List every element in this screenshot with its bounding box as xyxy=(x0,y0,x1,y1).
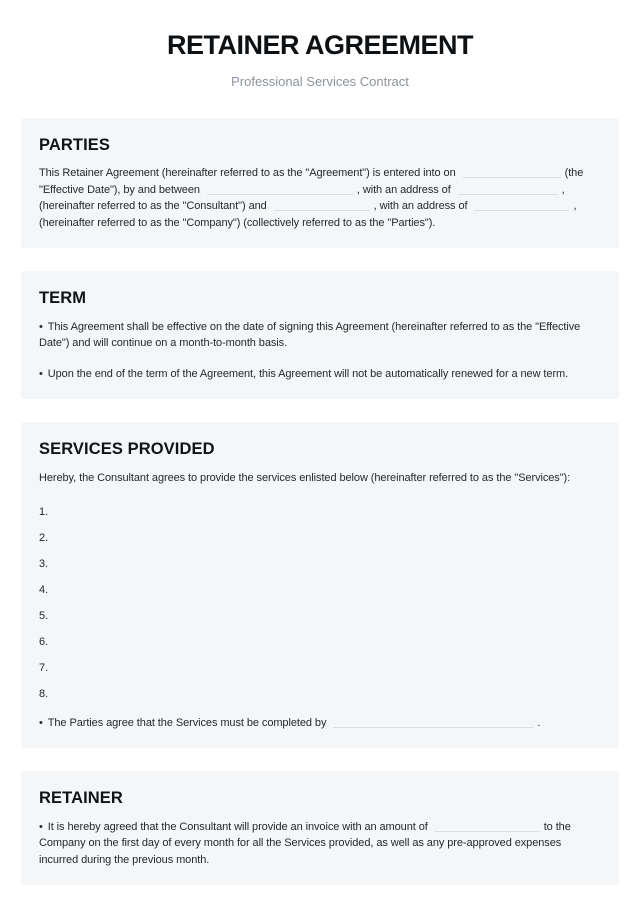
service-number: 8. xyxy=(39,688,49,701)
blank-field[interactable] xyxy=(333,715,533,728)
blank-field[interactable] xyxy=(458,182,558,195)
text-segment: The Parties agree that the Services must be completed by xyxy=(47,716,327,729)
paragraph xyxy=(39,165,602,231)
service-line[interactable] xyxy=(39,547,602,573)
bullet-paragraph xyxy=(39,819,602,869)
service-number: 7. xyxy=(39,662,49,675)
text-segment: , (hereinafter referred to as the "Company") (collectively referred to as the "Parties"). xyxy=(39,200,577,229)
text-segment: It is hereby agreed that the Consultant will provide an invoice with an amount of xyxy=(47,820,428,833)
blank-field[interactable] xyxy=(474,198,569,211)
blank-field[interactable] xyxy=(274,198,370,211)
bullet-icon: • xyxy=(39,820,46,833)
text-segment: Upon the end of the term of the Agreement, this Agreement will not be automatically renewed for a new term. xyxy=(47,367,569,380)
service-line[interactable] xyxy=(39,677,602,703)
text-segment: , with an address of xyxy=(373,200,468,213)
text-segment: (the "Effective Date"), by and between xyxy=(39,167,584,196)
section-services xyxy=(21,422,619,748)
service-number: 2. xyxy=(39,532,49,545)
section-parties xyxy=(21,118,619,249)
bullet-icon: • xyxy=(39,367,46,380)
service-line[interactable] xyxy=(39,625,602,651)
section-heading-term: TERM xyxy=(39,289,87,308)
text-segment: , with an address of xyxy=(356,183,451,196)
paragraph xyxy=(39,470,602,487)
service-number: 3. xyxy=(39,558,49,571)
service-number: 6. xyxy=(39,636,49,649)
text-segment: to the Company on the first day of every month for all the Services provided, as well as any pre-approved expenses incurred during the previous month. xyxy=(39,820,571,866)
blank-field[interactable] xyxy=(435,819,540,832)
bullet-icon: • xyxy=(39,716,46,729)
blank-field[interactable] xyxy=(463,165,561,178)
service-number: 5. xyxy=(39,610,49,623)
text-segment: This Retainer Agreement (hereinafter referred to as the "Agreement") is entered into on xyxy=(39,167,456,180)
text-segment: Hereby, the Consultant agrees to provide the services enlisted below (hereinafter referred to as the "Services"): xyxy=(39,472,571,485)
text-segment: This Agreement shall be effective on the date of signing this Agreement (hereinafter referred to as the "Effective Date") and will continue on a month-to-month basis. xyxy=(39,320,581,350)
document-header xyxy=(0,0,640,90)
section-heading-services: SERVICES PROVIDED xyxy=(39,440,215,459)
text-segment: , (hereinafter referred to as the "Consultant") and xyxy=(39,183,565,213)
bullet-paragraph xyxy=(39,366,602,383)
services-list xyxy=(39,495,602,703)
section-term xyxy=(21,271,619,399)
service-line[interactable] xyxy=(39,495,602,521)
blank-field[interactable] xyxy=(207,182,353,195)
service-line[interactable] xyxy=(39,599,602,625)
service-number: 4. xyxy=(39,584,49,597)
document-body xyxy=(21,118,619,886)
page-subtitle: Professional Services Contract xyxy=(231,74,409,90)
bullet-icon: • xyxy=(39,320,46,333)
section-retainer xyxy=(21,771,619,885)
text-segment: . xyxy=(537,716,541,729)
service-line[interactable] xyxy=(39,651,602,677)
bullet-paragraph xyxy=(39,715,602,732)
section-heading-parties: PARTIES xyxy=(39,135,110,154)
section-heading-retainer: RETAINER xyxy=(39,789,123,808)
service-number: 1. xyxy=(39,506,49,519)
service-line[interactable] xyxy=(39,521,602,547)
bullet-paragraph xyxy=(39,319,602,352)
service-line[interactable] xyxy=(39,573,602,599)
page-title: RETAINER AGREEMENT xyxy=(166,30,473,60)
